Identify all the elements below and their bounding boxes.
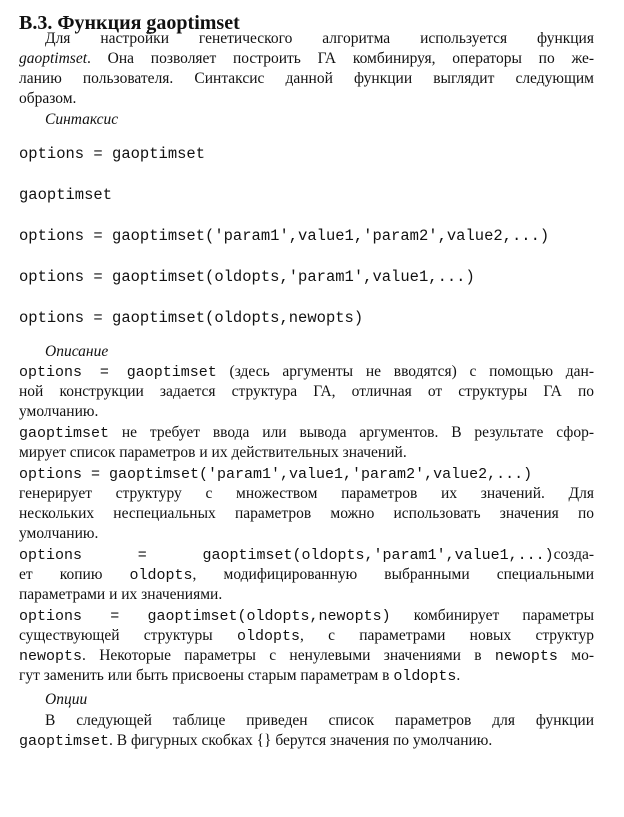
desc-1-line-1 <box>19 362 594 383</box>
code-gaoptimset-2: gaoptimset <box>19 733 110 750</box>
desc-5-text: комбинирует параметры <box>390 607 594 624</box>
syntax-line-1: options = gaoptimset <box>19 145 206 163</box>
desc-5-line-4-a: гут заменить или быть присвоены старым параметрам в <box>19 667 394 684</box>
intro-line-3: ланию пользователя. Синтаксис данной функции выглядит следующим <box>19 70 594 87</box>
code-newopts: newopts <box>19 648 83 665</box>
desc-3-line-1 <box>19 464 594 485</box>
desc-4-line-1 <box>19 545 594 566</box>
function-name-italic: gaoptimset <box>19 50 88 67</box>
intro-line-1: Для настройки генетического алгоритма используется функция <box>45 30 594 47</box>
desc-1-line-2: ной конструкции задается структура ГА, отличная от структуры ГА по <box>19 383 594 400</box>
code-oldopts-3: oldopts <box>393 668 457 685</box>
syntax-line-5: options = gaoptimset(oldopts,newopts) <box>19 309 364 327</box>
desc-2-text: не требует ввода или вывода аргументов. В результате сфор- <box>109 424 594 441</box>
options-heading: Опции <box>45 691 88 708</box>
desc-5-line-1 <box>19 606 594 627</box>
desc-1-line-3: умолчанию. <box>19 403 99 420</box>
desc-4-line-2 <box>19 565 594 586</box>
options-line-1: В следующей таблице приведен список параметров для функции <box>45 712 594 729</box>
desc-3-line-2: генерирует структуру с множеством параметров их значений. Для <box>19 485 594 502</box>
syntax-line-4: options = gaoptimset(oldopts,'param1',value1,...) <box>19 268 475 286</box>
code-oldopts-2: oldopts <box>236 628 300 645</box>
desc-2-line-2: мирует список параметров и их действительных значений. <box>19 444 407 461</box>
code-gaoptimset-params: options = gaoptimset('param1',value1,'param2',value2,...) <box>19 466 533 483</box>
desc-1-text: (здесь аргументы не вводятся) с помощью дан- <box>216 363 594 380</box>
desc-5-line-2 <box>19 626 594 647</box>
desc-4-text: созда- <box>553 546 594 563</box>
desc-4-line-2-a: ет копию <box>19 566 103 583</box>
desc-5-line-4-b: . <box>456 667 461 684</box>
desc-4-line-3: параметрами и их значениями. <box>19 586 223 603</box>
intro-line-2 <box>19 49 594 69</box>
desc-5-line-4 <box>19 666 594 687</box>
code-newopts-2: newopts <box>494 648 558 665</box>
desc-3-line-3: нескольких неспециальных параметров можно использовать значения по <box>19 505 594 522</box>
code-options-gaoptimset: options = gaoptimset <box>19 364 217 381</box>
intro-line-4: образом. <box>19 90 77 107</box>
code-gaoptimset-oldopts-params: options = gaoptimset(oldopts,'param1',value1,...) <box>19 547 554 564</box>
desc-5-line-2-b: , с параметрами новых структур <box>299 627 594 644</box>
options-line-2 <box>19 731 594 752</box>
desc-5-line-2-a: существующей структуры <box>19 627 237 644</box>
syntax-heading: Синтаксис <box>45 111 119 128</box>
syntax-line-2: gaoptimset <box>19 186 113 204</box>
intro-line-2-text: . Она позволяет построить ГА комбинируя, операторы по же- <box>87 50 594 67</box>
desc-5-line-3 <box>19 646 594 667</box>
desc-5-line-3-b: мо- <box>557 647 594 664</box>
desc-3-line-4: умолчанию. <box>19 525 99 542</box>
desc-4-line-2-b: , модифицированную выбранными специальными <box>192 566 594 583</box>
section-heading: B.3. Функция gaoptimset <box>19 12 240 34</box>
code-oldopts: oldopts <box>129 567 193 584</box>
description-heading: Описание <box>45 343 109 360</box>
code-gaoptimset-oldopts-newopts: options = gaoptimset(oldopts,newopts) <box>19 608 391 625</box>
options-line-2-text: . В фигурных скобках {} берутся значения по умолчанию. <box>109 732 493 749</box>
code-gaoptimset: gaoptimset <box>19 425 110 442</box>
syntax-line-3: options = gaoptimset('param1',value1,'param2',value2,...) <box>19 227 550 245</box>
desc-2-line-1 <box>19 423 594 444</box>
desc-5-line-3-a: . Некоторые параметры с ненулевыми значениями в <box>82 647 495 664</box>
